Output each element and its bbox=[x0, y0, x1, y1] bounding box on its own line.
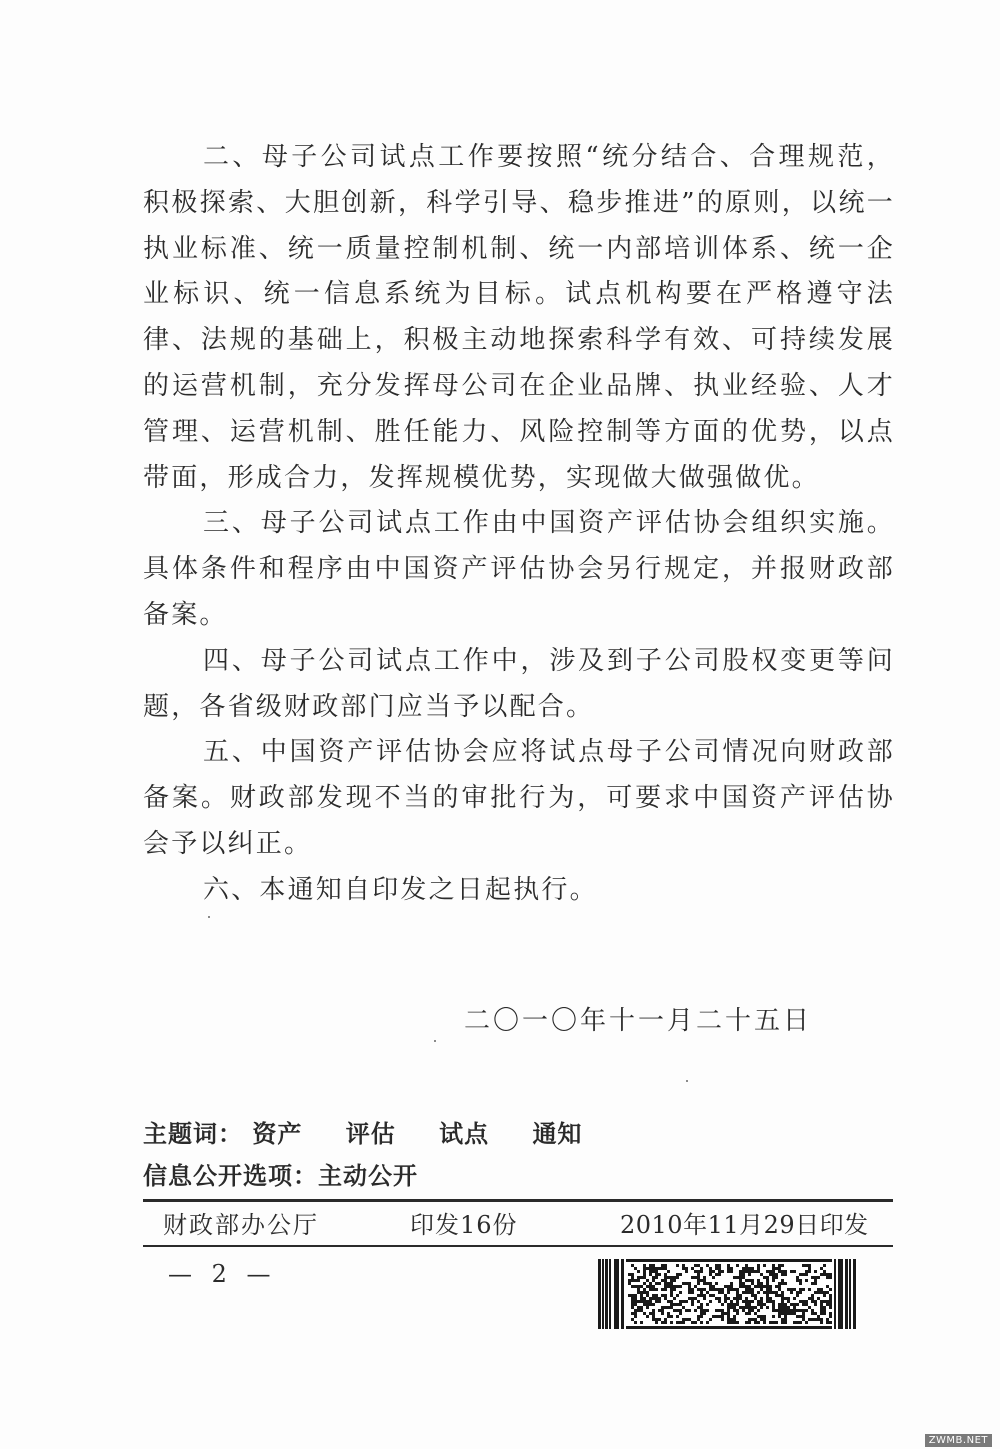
scan-speck bbox=[208, 916, 210, 918]
paragraph-3: 三、母子公司试点工作由中国资产评估协会组织实施。具体条件和程序由中国资产评估协会另行规定，并报财政部备案。 bbox=[143, 508, 895, 630]
barcode-image bbox=[598, 1259, 858, 1329]
paragraph-2: 二、母子公司试点工作要按照“统分结合、合理规范，积极探索、大胆创新，科学引导、稳步推进”的原则，以统一执业标准、统一质量控制机制、统一内部培训体系、统一企业标识、统一信息系统为目标。试点机构要在严格遵守法律、法规的基础上，积极主动地探索科学有效、可持续发展的运营机制，充分发挥母公司在企业品牌、执业经验、人才管理、运营机制、胜任能力、风险控制等方面的优势，以点带面，形成合力，发挥规模优势，实现做大做强做优。 bbox=[143, 142, 895, 493]
keywords-label: 主题词： bbox=[143, 1120, 243, 1148]
disclosure-value: 主动公开 bbox=[318, 1162, 418, 1190]
keyword: 试点 bbox=[439, 1120, 490, 1148]
issuer: 财政部办公厅 bbox=[163, 1211, 319, 1239]
keyword: 通知 bbox=[532, 1120, 583, 1148]
copies-count: 印发16份 bbox=[410, 1211, 518, 1239]
scan-speck bbox=[686, 1080, 688, 1082]
paragraph-6: 六、本通知自印发之日起执行。 bbox=[203, 874, 598, 905]
paragraph-4: 四、母子公司试点工作中，涉及到子公司股权变更等问题，各省级财政部门应当予以配合。 bbox=[143, 645, 895, 722]
document-date: 二〇一〇年十一月二十五日 bbox=[464, 1006, 813, 1036]
divider-line bbox=[143, 1199, 893, 1202]
site-watermark: ZWMB.NET bbox=[925, 1434, 992, 1447]
disclosure-option bbox=[143, 1156, 418, 1191]
keyword: 评估 bbox=[345, 1120, 396, 1148]
document-body bbox=[143, 135, 895, 914]
subject-keywords bbox=[143, 1114, 616, 1149]
barcode-graphic bbox=[598, 1259, 858, 1329]
printed-date: 2010年11月29日印发 bbox=[620, 1211, 869, 1239]
scan-speck bbox=[434, 1040, 436, 1042]
keyword: 资产 bbox=[252, 1120, 303, 1148]
paragraph-5: 五、中国资产评估协会应将试点母子公司情况向财政部备案。财政部发现不当的审批行为，可要求中国资产评估协会予以纠正。 bbox=[143, 737, 895, 859]
page-number: — 2 — bbox=[168, 1260, 277, 1288]
disclosure-label: 信息公开选项： bbox=[143, 1162, 318, 1190]
divider-line bbox=[143, 1245, 893, 1247]
